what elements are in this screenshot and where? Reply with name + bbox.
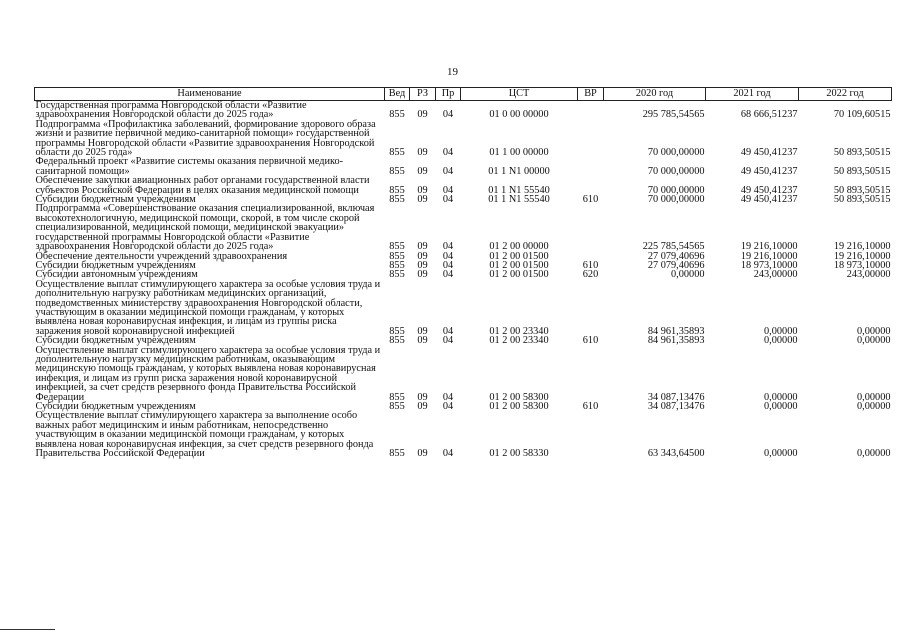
row-rz: 09 (417, 401, 428, 412)
row-value-2020: 34 087,13476 (647, 391, 705, 403)
row-value-2022: 19 216,10000 (833, 250, 891, 262)
row-cst: 01 2 00 58330 (489, 448, 549, 460)
row-rz: 09 (417, 184, 428, 196)
row-rz: 09 (417, 109, 428, 121)
row-vr (578, 157, 604, 176)
row-value-2022: 0,00000 (857, 335, 891, 347)
col-header-rz: РЗ (410, 88, 436, 101)
page-number: 19 (447, 66, 458, 78)
row-name: Обеспечение закупки авиационных работ органами государственной власти субъектов Российской Федерации в целях оказания медицинской помощи (35, 175, 370, 196)
row-cst: 01 1 N1 00000 (488, 165, 550, 177)
col-header-vr: ВР (578, 88, 604, 101)
row-value-2020: 84 961,35893 (647, 335, 705, 347)
row-name: Субсидии автономным учреждениям (35, 269, 198, 281)
table-header-row (35, 88, 892, 101)
row-value-2020: 27 079,40696 (647, 259, 705, 271)
row-value-2022: 243,00000 (846, 269, 891, 281)
row-ved: 855 (389, 147, 405, 159)
row-value-2022: 70 109,60515 (833, 109, 891, 121)
row-rz: 09 (417, 147, 428, 159)
row-vr: 610 (582, 335, 599, 347)
row-vr (578, 176, 604, 195)
row-name: Субсидии бюджетным учреждениям (35, 259, 196, 271)
row-cst: 01 2 00 00000 (489, 241, 549, 253)
row-name: Субсидии бюджетным учреждениям (35, 401, 196, 412)
row-value-2021: 19 216,10000 (740, 241, 798, 253)
row-value-2022: 18 973,10000 (833, 259, 891, 271)
row-name: Осуществление выплат стимулирующего характера за особые условия труда и дополнительную нагрузку медицинским работникам, оказывающим медицинскую помощь гражданам, у которых выявлена новая коронавирусная инфекция, и лицам из групп риска заражения новой коронавирусной инфекцией, за счет средств резервного фонда Правительства Российской Федерации (35, 344, 381, 403)
col-header-cst: ЦСТ (461, 88, 578, 101)
row-value-2022: 19 216,10000 (833, 241, 891, 253)
row-cst: 01 1 00 00000 (489, 147, 549, 159)
row-pr: 04 (442, 147, 454, 159)
row-value-2020: 0,00000 (671, 269, 705, 281)
row-value-2020: 295 785,54565 (642, 109, 705, 121)
row-vr: 610 (582, 259, 599, 271)
row-rz: 09 (417, 194, 428, 206)
row-rz: 09 (417, 241, 428, 253)
row-vr (578, 101, 604, 120)
row-name: Подпрограмма «Совершенствование оказания специализированной, включая высокотехнологичную, медицинской помощи, скорой, в том числе скорой специализированной, медицинской помощи, медицинской эвакуации» государственной программы Новгородской области «Развитие здравоохранения Новгородской области до 2025 года» (35, 203, 375, 253)
col-header-2021: 2021 год (706, 88, 799, 101)
row-vr (578, 280, 604, 336)
row-vr (578, 346, 604, 402)
row-pr: 04 (442, 448, 454, 460)
row-pr: 04 (442, 250, 454, 262)
table-row (35, 204, 892, 251)
row-pr: 04 (442, 335, 454, 347)
row-vr: 610 (582, 194, 599, 206)
row-value-2021: 19 216,10000 (740, 250, 798, 262)
row-cst: 01 1 N1 55540 (488, 184, 550, 196)
row-value-2020: 34 087,13476 (647, 401, 705, 412)
row-name: Субсидии бюджетным учреждениям (35, 194, 196, 206)
row-value-2020: 70 000,00000 (647, 184, 705, 196)
row-value-2020: 225 785,54565 (642, 241, 705, 253)
col-header-2020: 2020 год (604, 88, 706, 101)
row-value-2021: 0,00000 (764, 335, 798, 347)
row-value-2022: 50 893,50515 (833, 147, 891, 159)
row-name: Обеспечение деятельности учреждений здравоохранения (35, 250, 288, 262)
row-ved: 855 (389, 335, 405, 347)
row-cst: 01 2 00 01500 (489, 269, 549, 281)
row-ved: 855 (389, 165, 405, 177)
row-value-2022: 0,00000 (857, 325, 891, 337)
row-value-2020: 84 961,35893 (647, 325, 705, 337)
row-name: Осуществление выплат стимулирующего характера за особые условия труда и дополнительную нагрузку работникам медицинских организаций, подведомственных министерству здравоохранения Новгородской области, участвующим в оказании медицинской помощи гражданам, у которых выявлена новая коронавирусная инфекция, и лицам из группы риска заражения новой коронавирусной инфекцией (35, 278, 381, 337)
row-name: Федеральный проект «Развитие системы оказания первичной медико-санитарной помощи» (35, 156, 344, 177)
row-name: Субсидии бюджетным учреждениям (35, 335, 196, 347)
row-name: Подпрограмма «Профилактика заболеваний, формирование здорового образа жизни и развитие первичной медико-санитарной помощи» государственной программы Новгородской области «Развитие здравоохранения Новгородской области до 2025 года» (35, 118, 376, 159)
col-header-pr: Пр (436, 88, 461, 101)
row-value-2021: 0,00000 (764, 391, 798, 403)
row-value-2020: 63 343,64500 (647, 448, 705, 460)
row-pr: 04 (442, 325, 454, 337)
row-cst: 01 2 00 23340 (489, 335, 549, 347)
row-ved: 855 (389, 269, 405, 281)
row-value-2021: 0,00000 (764, 401, 798, 412)
table-body (35, 101, 892, 459)
row-rz: 09 (417, 391, 428, 403)
row-value-2021: 49 450,41237 (740, 165, 798, 177)
row-value-2020: 70 000,00000 (647, 194, 705, 206)
row-name: Осуществление выплат стимулирующего характера за выполнение особо важных работ медицинским и иным работникам, непосредственно участвующим в оказании медицинской помощи гражданам, у которых выявлена новая коронавирусная инфекция, за счет средств резервного фонда Правительства Российской Федерации (35, 410, 374, 460)
row-rz: 09 (417, 448, 428, 460)
row-rz: 09 (417, 250, 428, 262)
budget-table (34, 87, 892, 458)
row-cst: 01 1 N1 55540 (488, 194, 550, 206)
row-name: Государственная программа Новгородской области «Развитие здравоохранения Новгородской области до 2025 года» (35, 100, 307, 121)
row-vr (578, 411, 604, 458)
row-ved: 855 (389, 448, 405, 460)
col-header-name: Наименование (35, 88, 385, 101)
row-pr: 04 (442, 259, 454, 271)
row-value-2022: 50 893,50515 (833, 194, 891, 206)
row-value-2021: 49 450,41237 (740, 147, 798, 159)
row-vr: 610 (582, 401, 599, 412)
row-pr: 04 (442, 165, 454, 177)
row-pr: 04 (442, 194, 454, 206)
row-value-2021: 243,00000 (753, 269, 798, 281)
row-cst: 01 0 00 00000 (489, 109, 549, 121)
row-value-2021: 49 450,41237 (740, 194, 798, 206)
table-row (35, 176, 892, 195)
table-row (35, 120, 892, 158)
table-row (35, 280, 892, 336)
row-value-2020: 27 079,40696 (647, 250, 705, 262)
row-value-2021: 0,00000 (764, 325, 798, 337)
row-pr: 04 (442, 184, 454, 196)
table-row (35, 346, 892, 402)
row-rz: 09 (417, 325, 428, 337)
table-row (35, 157, 892, 176)
row-ved: 855 (389, 109, 405, 121)
row-rz: 09 (417, 269, 428, 281)
row-ved: 855 (389, 401, 405, 412)
row-ved: 855 (389, 194, 405, 206)
row-value-2022: 0,00000 (857, 391, 891, 403)
row-value-2021: 68 666,51237 (740, 109, 798, 121)
row-rz: 09 (417, 259, 428, 271)
row-value-2020: 70 000,00000 (647, 147, 705, 159)
row-rz: 09 (417, 335, 428, 347)
row-value-2022: 0,00000 (857, 448, 891, 460)
row-ved: 855 (389, 325, 405, 337)
row-value-2021: 0,00000 (764, 448, 798, 460)
row-value-2021: 18 973,10000 (740, 259, 798, 271)
row-ved: 855 (389, 241, 405, 253)
row-pr: 04 (442, 401, 454, 412)
table-row (35, 101, 892, 120)
row-value-2022: 0,00000 (857, 401, 891, 412)
row-ved: 855 (389, 391, 405, 403)
row-pr: 04 (442, 109, 454, 121)
row-cst: 01 2 00 58300 (489, 401, 549, 412)
row-pr: 04 (442, 391, 454, 403)
col-header-ved: Вед (385, 88, 410, 101)
row-vr (578, 120, 604, 158)
row-value-2022: 50 893,50515 (833, 165, 891, 177)
row-rz: 09 (417, 165, 428, 177)
row-value-2022: 50 893,50515 (833, 184, 891, 196)
table-row (35, 411, 892, 458)
col-header-2022: 2022 год (799, 88, 892, 101)
row-pr: 04 (442, 241, 454, 253)
row-ved: 855 (389, 250, 405, 262)
row-vr: 620 (582, 269, 599, 281)
row-cst: 01 2 00 58300 (489, 391, 549, 403)
footer-divider (0, 629, 55, 630)
row-pr: 04 (442, 269, 454, 281)
row-ved: 855 (389, 259, 405, 271)
row-value-2020: 70 000,00000 (647, 165, 705, 177)
row-cst: 01 2 00 01500 (489, 259, 549, 271)
row-value-2021: 49 450,41237 (740, 184, 798, 196)
row-vr (578, 204, 604, 251)
row-cst: 01 2 00 23340 (489, 325, 549, 337)
row-cst: 01 2 00 01500 (489, 250, 549, 262)
row-ved: 855 (389, 184, 405, 196)
